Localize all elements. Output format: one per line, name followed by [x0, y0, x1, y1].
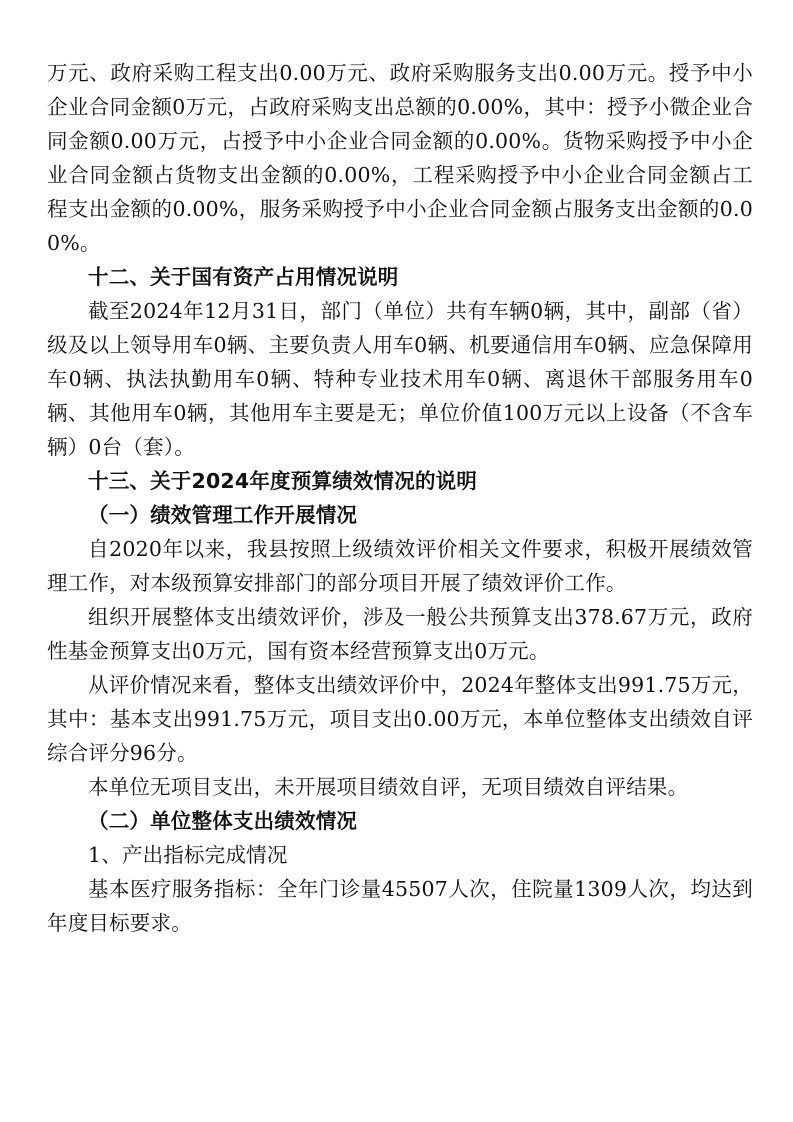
evaluation-result-paragraph: 从评价情况来看，整体支出绩效评价中，2024年整体支出991.75万元，其中：基本支出991.75万元，项目支出0.00万元，本单位整体支出绩效自评综合评分96分。	[47, 673, 753, 765]
no-project-paragraph: 本单位无项目支出，未开展项目绩效自评，无项目绩效自评结果。	[88, 775, 689, 799]
subsection-1-heading: （一）绩效管理工作开展情况	[88, 503, 358, 527]
evaluation-scope-paragraph: 组织开展整体支出绩效评价，涉及一般公共预算支出378.67万元，政府性基金预算支出0万元，国有资本经营预算支出0万元。	[47, 605, 753, 663]
performance-intro-paragraph: 自2020年以来，我县按照上级绩效评价相关文件要求，积极开展绩效管理工作，对本级预算安排部门的部分项目开展了绩效评价工作。	[47, 537, 753, 595]
asset-paragraph: 截至2024年12月31日，部门（单位）共有车辆0辆，其中，副部（省）级及以上领导用车0辆、主要负责人用车0辆、机要通信用车0辆、应急保障用车0辆、执法执勤用车0辆、特种专业技术用车0辆、离退休干部服务用车0辆、其他用车0辆，其他用车主要是无；单位价值100万元以上设备（不含车辆）0台（套）。	[47, 299, 753, 459]
output-indicator-heading: 1、产出指标完成情况	[88, 843, 288, 867]
subsection-2-heading: （二）单位整体支出绩效情况	[88, 809, 358, 833]
medical-service-paragraph: 基本医疗服务指标：全年门诊量45507人次，住院量1309人次，均达到年度目标要求。	[47, 877, 753, 935]
document-page	[47, 56, 753, 940]
section-13-heading: 十三、关于2024年度预算绩效情况的说明	[88, 469, 478, 493]
procurement-paragraph: 万元、政府采购工程支出0.00万元、政府采购服务支出0.00万元。授予中小企业合同金额0万元，占政府采购支出总额的0.00%，其中：授予小微企业合同金额0.00万元，占授予中小企业合同金额的0.00%。货物采购授予中小企业合同金额占货物支出金额的0.00%，工程采购授予中小企业合同金额占工程支出金额的0.00%，服务采购授予中小企业合同金额占服务支出金额的0.00%。	[47, 61, 753, 255]
section-12-heading: 十二、关于国有资产占用情况说明	[88, 265, 399, 289]
